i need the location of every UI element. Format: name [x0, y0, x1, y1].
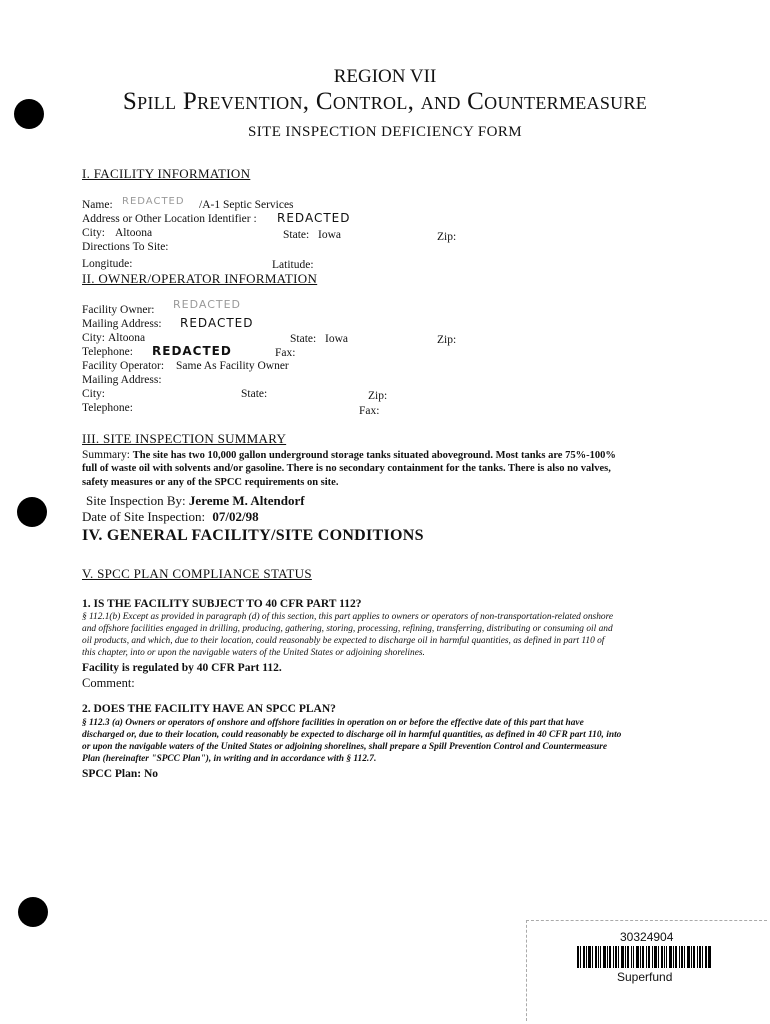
- owner-city-value: Altoona: [108, 332, 146, 344]
- latitude-label: Latitude:: [272, 259, 314, 271]
- summary-text-1: The site has two 10,000 gallon underground storage tanks situated aboveground. Most tanks are 75%-100%: [132, 450, 616, 461]
- operator-telephone-label: Telephone:: [82, 402, 133, 414]
- owner-state-value: Iowa: [325, 333, 348, 345]
- summary-text-3: safety measures or any of the SPCC requirements on site.: [82, 477, 339, 488]
- name-redacted-stamp: REDACTED: [122, 196, 185, 207]
- telephone-label: Telephone:: [82, 346, 133, 358]
- mailing-address-label: Mailing Address:: [82, 318, 162, 330]
- mailing-address-redacted-stamp: REDACTED: [180, 316, 254, 330]
- inspection-date-label: Date of Site Inspection:: [82, 509, 206, 524]
- question-2-title: 2. DOES THE FACILITY HAVE AN SPCC PLAN?: [82, 703, 336, 715]
- question-1-answer: Facility is regulated by 40 CFR Part 112.: [82, 662, 282, 674]
- address-label: Address or Other Location Identifier :: [82, 213, 257, 225]
- state-value: Iowa: [318, 229, 341, 241]
- inspector-value: Jereme M. Altendorf: [188, 493, 305, 508]
- name-value: /A-1 Septic Services: [199, 199, 294, 211]
- section-site-inspection-summary-heading: III. SITE INSPECTION SUMMARY: [82, 431, 287, 446]
- barcode-bars: [577, 946, 711, 968]
- operator-mailing-label: Mailing Address:: [82, 374, 162, 386]
- punch-hole-bottom: [18, 897, 48, 927]
- question-1-text-1: § 112.1(b) Except as provided in paragraph (d) of this section, this part applies to owners or operators of non-transportation-related onshore: [82, 612, 614, 622]
- state-label: State:: [283, 229, 310, 241]
- fax-label: Fax:: [275, 347, 296, 359]
- section-general-conditions-heading: IV. GENERAL FACILITY/SITE CONDITIONS: [82, 527, 424, 544]
- question-1-text-2: and offshore facilities engaged in drilling, producing, gathering, storing, processing, refining, transferring, distributing or consuming oil and: [82, 624, 613, 634]
- operator-zip-label: Zip:: [368, 390, 388, 402]
- facility-operator-value: Same As Facility Owner: [176, 360, 289, 372]
- zip-label: Zip:: [437, 231, 457, 243]
- owner-label: Facility Owner:: [82, 304, 155, 316]
- facility-operator-label: Facility Operator:: [82, 360, 165, 372]
- question-1-text-3: oil products, and which, due to their location, could reasonably be expected to discharge oil in harmful quantities, as defined in part 110 of: [82, 636, 605, 646]
- inspection-date-line: [82, 510, 259, 524]
- question-2-text-1: § 112.3 (a) Owners or operators of onshore and offshore facilities in operation on or before the effective date of this part that have: [82, 718, 584, 728]
- operator-fax-label: Fax:: [359, 405, 380, 417]
- region-heading: REGION VII: [333, 66, 437, 87]
- barcode-label: Superfund: [617, 970, 673, 984]
- barcode-number: 30324904: [620, 930, 674, 944]
- inspection-date-value: 07/02/98: [212, 509, 259, 524]
- address-redacted-stamp: REDACTED: [277, 211, 351, 225]
- inspector-label: Site Inspection By:: [86, 493, 186, 508]
- question-2-answer: SPCC Plan: No: [82, 768, 159, 780]
- form-title: Spill Prevention, Control, and Countermeasure: [122, 88, 648, 115]
- city-label: City:: [82, 227, 106, 239]
- owner-state-label: State:: [290, 333, 317, 345]
- operator-city-label: City:: [82, 388, 106, 400]
- punch-hole-middle: [17, 497, 47, 527]
- question-1-title: 1. IS THE FACILITY SUBJECT TO 40 CFR PART 112?: [82, 598, 362, 610]
- question-1-text-4: this chapter, into or upon the navigable waters of the United States or adjoining shorelines.: [82, 648, 425, 658]
- question-1-comment-label: Comment:: [82, 676, 135, 690]
- section-spcc-compliance-heading: V. SPCC PLAN COMPLIANCE STATUS: [82, 566, 312, 581]
- directions-label: Directions To Site:: [82, 241, 169, 253]
- summary-line-1: [82, 448, 616, 463]
- question-2-text-3: or upon the navigable waters of the United States or adjoining shorelines, shall prepare a Spill Prevention Control and Countermeasure: [82, 742, 608, 752]
- question-2-text-4: Plan (hereinafter "SPCC Plan"), in writing and in accordance with § 112.7.: [82, 754, 377, 764]
- longitude-label: Longitude:: [82, 258, 133, 270]
- form-subtitle: SITE INSPECTION DEFICIENCY FORM: [248, 124, 522, 140]
- owner-city-label: City:: [82, 332, 106, 344]
- operator-state-label: State:: [241, 388, 268, 400]
- inspector-line: [86, 494, 305, 508]
- summary-label: Summary:: [82, 449, 130, 461]
- city-value: Altoona: [115, 227, 153, 239]
- owner-zip-label: Zip:: [437, 334, 457, 346]
- question-2-text-2: discharged or, due to their location, could reasonably be expected to discharge oil in harmful quantities, as defined in 40 CFR part 110, into: [82, 730, 622, 740]
- owner-redacted-stamp: REDACTED: [173, 298, 242, 311]
- summary-text-2: full of waste oil with solvents and/or gasoline. There is no secondary containment for the tanks. There is also no valves,: [82, 463, 611, 474]
- name-label: Name:: [82, 199, 113, 211]
- section-owner-operator-heading: II. OWNER/OPERATOR INFORMATION: [82, 271, 318, 286]
- telephone-redacted-stamp: REDACTED: [152, 344, 232, 358]
- section-facility-information-heading: I. FACILITY INFORMATION: [82, 166, 251, 181]
